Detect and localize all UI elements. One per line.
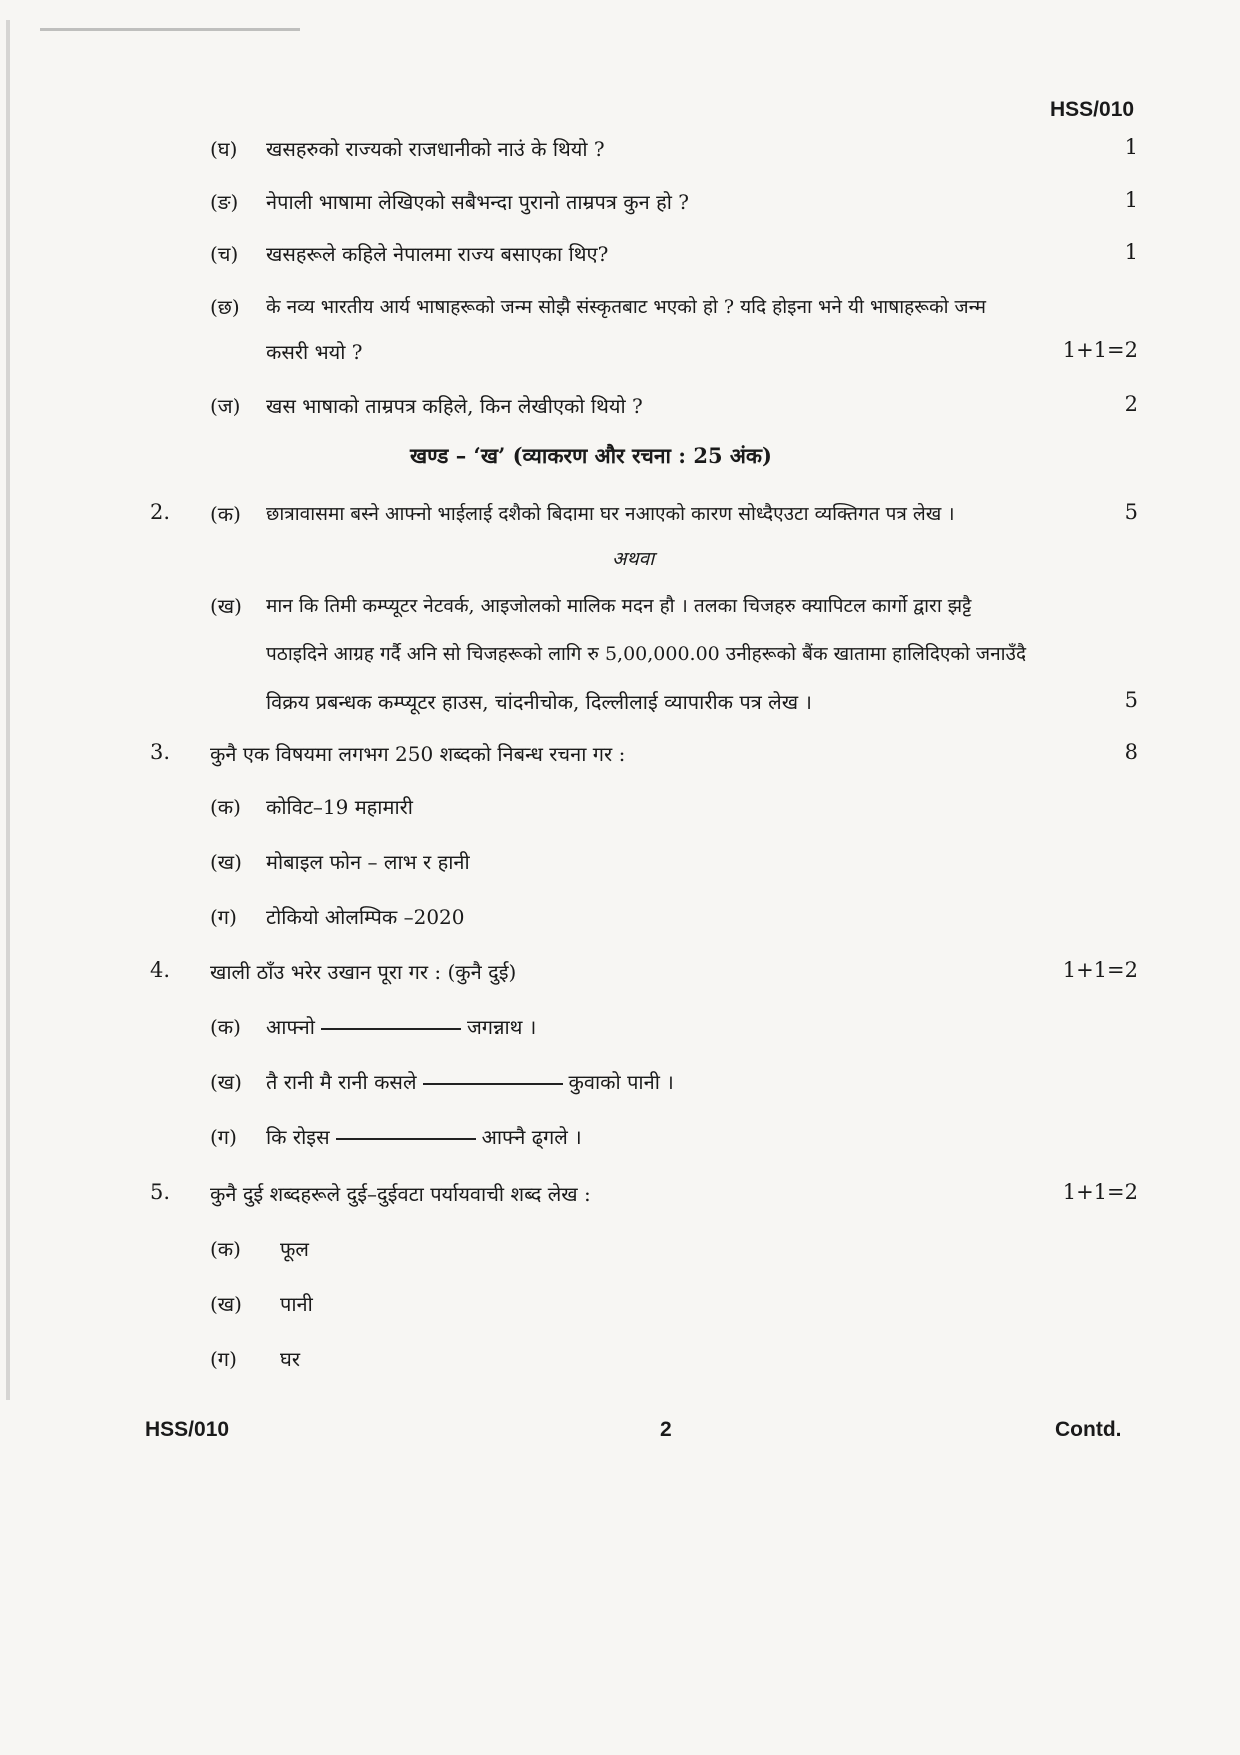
- q2-b-line: पठाइदिने आग्रह गर्दै अनि सो चिजहरूको लागि रु 5,00,000.00 उनीहरूको बैंक खातामा हालिदिएको जनाउँदै: [266, 643, 1027, 665]
- proverb-end: कुवाको पानी ।: [568, 1070, 674, 1094]
- section-heading: खण्ड – ‘ख’ (व्याकरण और रचना : 25 अंक): [410, 443, 772, 468]
- q5-text: कुनै दुई शब्दहरूले दुई–दुईवटा पर्यायवाची शब्द लेख :: [210, 1182, 591, 1206]
- q5-option-label: (ग): [210, 1347, 237, 1371]
- q4-option-text: [266, 1068, 674, 1095]
- fill-blank: [321, 1028, 461, 1030]
- q1-item-text: नेपाली भाषामा लेखिएको सबैभन्दा पुरानो ताम्रपत्र कुन हो ?: [266, 190, 689, 214]
- q4-option-label: (ग): [210, 1125, 237, 1149]
- q5-option-label: (ख): [210, 1292, 242, 1316]
- page-number: 2: [660, 1418, 672, 1441]
- continued-label: Contd.: [1055, 1418, 1122, 1441]
- q3-option-text: मोबाइल फोन – लाभ र हानी: [266, 850, 470, 874]
- q4-text: खाली ठाँउ भरेर उखान पूरा गर : (कुनै दुई): [210, 960, 517, 984]
- q5-option-text: फूल: [280, 1237, 309, 1261]
- q1-item-mark: 1+1=2: [1062, 338, 1138, 362]
- q5-number: 5.: [150, 1180, 171, 1204]
- q1-item-text: खसहरूले कहिले नेपालमा राज्य बसाएका थिए?: [266, 242, 609, 266]
- q1-item-label: (ज): [210, 394, 241, 418]
- q2-b-label: (ख): [210, 594, 242, 618]
- q1-item-text: खस भाषाको ताम्रपत्र कहिले, किन लेखीएको थियो ?: [266, 394, 643, 418]
- q2-a-label: (क): [210, 502, 241, 526]
- proverb-end: जगन्नाथ ।: [466, 1015, 537, 1039]
- q1-item-text-continued: कसरी भयो ?: [266, 340, 363, 364]
- q3-option-label: (ख): [210, 850, 242, 874]
- q2-number: 2.: [150, 500, 171, 524]
- proverb-start: कि रोइस: [266, 1125, 330, 1149]
- q3-option-label: (क): [210, 795, 241, 819]
- q5-mark: 1+1=2: [1062, 1180, 1138, 1204]
- q1-item-mark: 2: [1124, 392, 1138, 416]
- q1-item-label: (च): [210, 242, 239, 266]
- header-paper-code: HSS/010: [1050, 98, 1135, 121]
- q2-b-line: विक्रय प्रबन्धक कम्प्यूटर हाउस, चांदनीचोक, दिल्लीलाई व्यापारीक पत्र लेख ।: [266, 690, 813, 714]
- scan-artifact-left: [6, 20, 10, 1400]
- q3-text: कुनै एक विषयमा लगभग 250 शब्दको निबन्ध रचना गर :: [210, 742, 626, 766]
- q3-mark: 8: [1124, 740, 1138, 764]
- fill-blank: [336, 1138, 476, 1140]
- q5-option-text: पानी: [280, 1292, 313, 1316]
- q1-item-label: (छ): [210, 295, 240, 319]
- q4-number: 4.: [150, 958, 171, 982]
- fill-blank: [423, 1083, 563, 1085]
- q2-b-line: मान कि तिमी कम्प्यूटर नेटवर्क, आइजोलको मालिक मदन हौ । तलका चिजहरु क्यापिटल कार्गो द्वारा झट्टै: [266, 595, 972, 617]
- q2-a-text: छात्रावासमा बस्ने आफ्नो भाईलाई दशैको बिदामा घर नआएको कारण सोध्दैएउटा व्यक्तिगत पत्र लेख ।: [266, 503, 955, 525]
- q4-mark: 1+1=2: [1062, 958, 1138, 982]
- scan-artifact-top: [40, 28, 300, 31]
- q3-option-label: (ग): [210, 905, 237, 929]
- q4-option-label: (ख): [210, 1070, 242, 1094]
- q2-b-mark: 5: [1124, 688, 1138, 712]
- q1-item-text: के नव्य भारतीय आर्य भाषाहरूको जन्म सोझै संस्कृतबाट भएको हो ? यदि होइना भने यी भाषाहरूको जन्म: [266, 296, 987, 318]
- q1-item-mark: 1: [1124, 188, 1138, 212]
- q1-item-label: (घ): [210, 137, 238, 161]
- q3-option-text: कोविट–19 महामारी: [266, 795, 413, 819]
- proverb-end: आफ्नै ढ्गले ।: [481, 1125, 582, 1149]
- q5-option-label: (क): [210, 1237, 241, 1261]
- q4-option-label: (क): [210, 1015, 241, 1039]
- proverb-start: तै रानी मै रानी कसले: [266, 1070, 417, 1094]
- q1-item-label: (ङ): [210, 190, 239, 214]
- q2-or: अथवा: [612, 548, 655, 570]
- q1-item-text: खसहरुको राज्यको राजधानीको नाउं के थियो ?: [266, 137, 605, 161]
- q1-item-mark: 1: [1124, 135, 1138, 159]
- q4-option-text: [266, 1123, 582, 1150]
- footer-paper-code: HSS/010: [145, 1418, 230, 1441]
- proverb-start: आफ्नो: [266, 1015, 315, 1039]
- q2-a-mark: 5: [1124, 500, 1138, 524]
- q5-option-text: घर: [280, 1347, 300, 1371]
- q3-option-text: टोकियो ओलम्पिक –2020: [266, 905, 465, 929]
- q3-number: 3.: [150, 740, 171, 764]
- q4-option-text: [266, 1013, 536, 1040]
- q1-item-mark: 1: [1124, 240, 1138, 264]
